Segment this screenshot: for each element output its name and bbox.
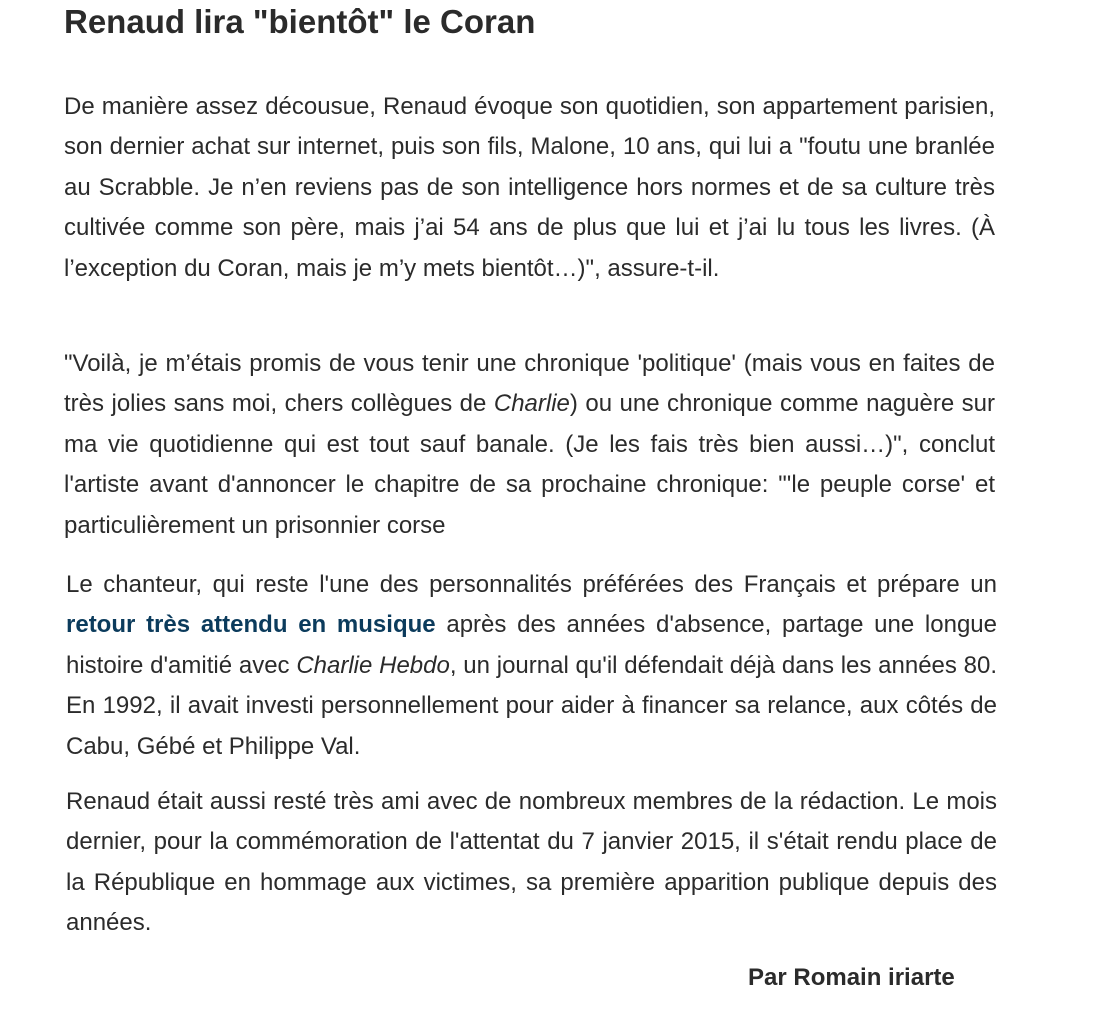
paragraph-text-part: après des années d'absence, partage une longue histoire d'amitié avec bbox=[66, 611, 998, 679]
paragraph-chronique bbox=[64, 344, 995, 552]
link-retour-musique[interactable]: retour très attendu en musique bbox=[66, 611, 436, 639]
article-byline: Par Romain iriarte bbox=[748, 964, 955, 991]
newspaper-name-italic: Charlie bbox=[493, 390, 570, 418]
paragraph-text-part: Le chanteur, qui reste l'une des personnalités préférées des Français et prépare un bbox=[66, 571, 997, 598]
paragraph-text-part: ) ou une chronique comme naguère sur ma vie quotidienne qui est tout sauf banale. (Je les fais très bien aussi…)", conclut l'artiste avant d'annoncer le chapitre de sa prochaine chronique: "'le peuple corse' et particulièrement un prisonnier corse bbox=[64, 390, 995, 539]
paragraph-text: Renaud était aussi resté très ami avec de nombreux membres de la rédaction. Le mois dernier, pour la commémoration de l'attentat du 7 janvier 2015, il s'était rendu place de la République en hommage aux victimes, sa première apparition publique depuis des années. bbox=[66, 788, 997, 937]
paragraph-redaction bbox=[66, 782, 997, 944]
paragraph-text bbox=[64, 344, 995, 546]
paragraph-text-part: "Voilà, je m’étais promis de vous tenir une chronique 'politique' (mais vous en faites de très jolies sans moi, chers collègues de bbox=[64, 350, 995, 418]
paragraph-quotidien bbox=[64, 87, 995, 289]
paragraph-text: De manière assez décousue, Renaud évoque son quotidien, son appartement parisien, son dernier achat sur internet, puis son fils, Malone, 10 ans, qui lui a "foutu une branlée au Scrabble. Je n’en reviens pas de son intelligence hors normes et de sa culture très cultivée comme son père, mais j’ai 54 ans de plus que lui et j’ai lu tous les livres. (À l’exception du Coran, mais je m’y mets bientôt…)", assure-t-il. bbox=[64, 93, 995, 282]
paragraph-text bbox=[66, 565, 997, 767]
newspaper-name-italic: Charlie Hebdo bbox=[296, 651, 450, 679]
article-headline: Renaud lira "bientôt" le Coran bbox=[64, 3, 536, 40]
paragraph-text-part: , un journal qu'il défendait déjà dans les années 80. En 1992, il avait investi personnellement pour aider à financer sa relance, aux côtés de Cabu, Gébé et Philippe Val. bbox=[66, 651, 998, 760]
paragraph-amitie bbox=[66, 565, 997, 767]
